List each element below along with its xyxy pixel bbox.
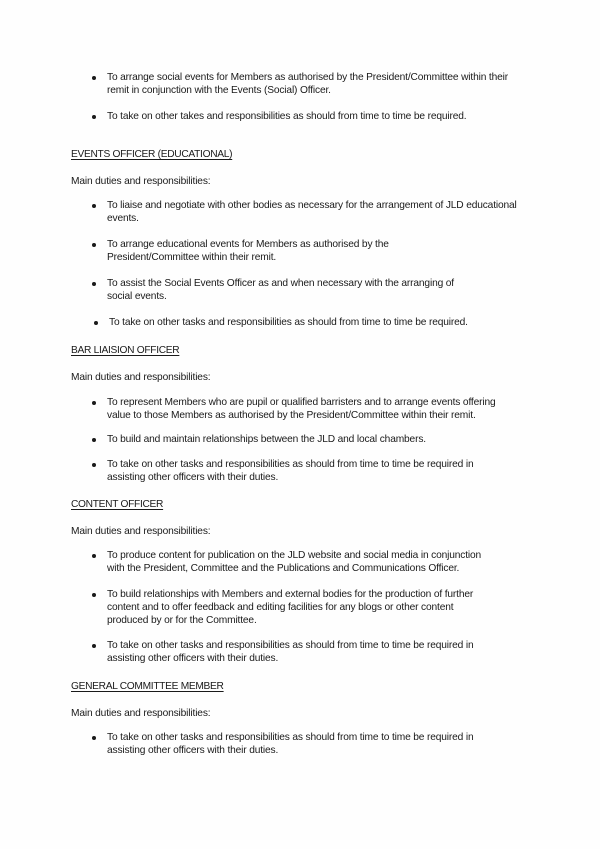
section-heading: EVENTS OFFICER (EDUCATIONAL) xyxy=(71,149,233,160)
section-subheading: Main duties and responsibilities: xyxy=(71,372,211,383)
bullet-icon xyxy=(92,736,96,740)
bullet-icon xyxy=(92,282,96,286)
section-subheading: Main duties and responsibilities: xyxy=(71,708,211,719)
bullet-icon xyxy=(92,115,96,119)
list-item-line: assisting other officers with their duties. xyxy=(107,745,279,756)
list-item-line: To liaise and negotiate with other bodies as necessary for the arrangement of JLD educational xyxy=(107,200,517,211)
list-item-line: To take on other tasks and responsibilities as should from time to time be required. xyxy=(109,317,468,328)
list-item-line: President/Committee within their remit. xyxy=(107,252,277,263)
list-item-line: events. xyxy=(107,213,139,224)
list-item-line: To represent Members who are pupil or qualified barristers and to arrange events offering xyxy=(107,397,496,408)
list-item-line: remit in conjunction with the Events (Social) Officer. xyxy=(107,85,331,96)
list-item-line: To arrange social events for Members as authorised by the President/Committee within their xyxy=(107,72,508,83)
bullet-icon xyxy=(92,463,96,467)
list-item-line: social events. xyxy=(107,291,167,302)
section-subheading: Main duties and responsibilities: xyxy=(71,526,211,537)
bullet-icon xyxy=(92,401,96,405)
section-subheading: Main duties and responsibilities: xyxy=(71,176,211,187)
bullet-icon xyxy=(92,438,96,442)
list-item-line: To take on other takes and responsibilities as should from time to time be required. xyxy=(107,111,467,122)
list-item-line: value to those Members as authorised by the President/Committee within their remit. xyxy=(107,410,476,421)
list-item-line: To take on other tasks and responsibilities as should from time to time be required in xyxy=(107,732,474,743)
list-item-line: with the President, Committee and the Publications and Communications Officer. xyxy=(107,563,460,574)
bullet-icon xyxy=(92,554,96,558)
section-heading: BAR LIAISION OFFICER xyxy=(71,345,180,356)
bullet-icon xyxy=(92,76,96,80)
bullet-icon xyxy=(94,321,98,325)
list-item-line: To build relationships with Members and external bodies for the production of further xyxy=(107,589,474,600)
list-item-line: To take on other tasks and responsibilities as should from time to time be required in xyxy=(107,459,474,470)
list-item-line: assisting other officers with their duties. xyxy=(107,653,279,664)
bullet-icon xyxy=(92,243,96,247)
bullet-icon xyxy=(92,204,96,208)
section-heading: CONTENT OFFICER xyxy=(71,499,164,510)
list-item-line: To arrange educational events for Members as authorised by the xyxy=(107,239,389,250)
section-heading: GENERAL COMMITTEE MEMBER xyxy=(71,681,224,692)
list-item-line: To produce content for publication on the JLD website and social media in conjunction xyxy=(107,550,482,561)
list-item-line: To build and maintain relationships between the JLD and local chambers. xyxy=(107,434,426,445)
bullet-icon xyxy=(92,644,96,648)
list-item-line: content and to offer feedback and editing facilities for any blogs or other content xyxy=(107,602,454,613)
list-item-line: To take on other tasks and responsibilities as should from time to time be required in xyxy=(107,640,474,651)
list-item-line: assisting other officers with their duties. xyxy=(107,472,279,483)
list-item-line: produced by or for the Committee. xyxy=(107,615,257,626)
list-item-line: To assist the Social Events Officer as and when necessary with the arranging of xyxy=(107,278,454,289)
bullet-icon xyxy=(92,593,96,597)
